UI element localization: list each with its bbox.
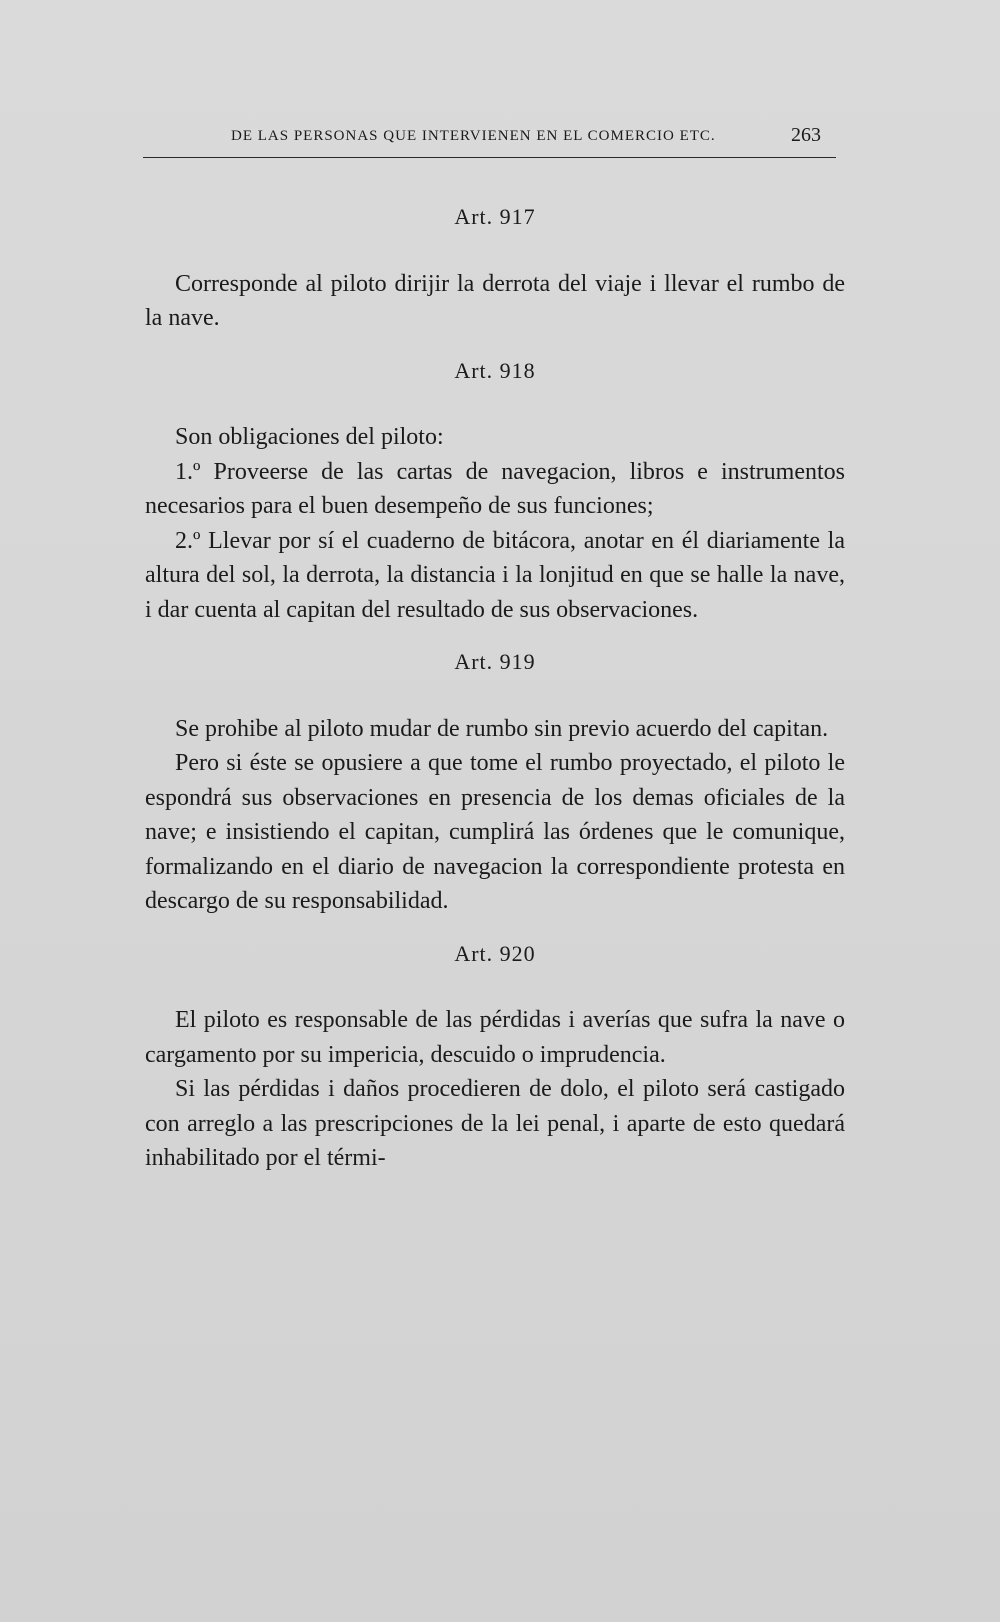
paragraph: Se prohibe al piloto mudar de rumbo sin previo acuerdo del capitan. bbox=[175, 715, 829, 742]
paragraph: Son obligaciones del piloto: bbox=[175, 424, 444, 450]
paragraph: Corresponde al piloto dirijir la derrota del viaje i llevar el rumbo de la nave. bbox=[145, 270, 845, 331]
paragraph: Pero si éste se opusiere a que tome el rumbo proyectado, el piloto le espondrá sus observaciones en presencia de los demas oficiales de la nave; e insistiendo el capitan, cumplirá las órdenes que le comunique, formalizando en el diario de navegacion la correspondiente protesta en descargo de su responsabilidad. bbox=[145, 750, 845, 914]
paragraph: El piloto es responsable de las pérdidas i averías que sufra la nave o cargamento por su impericia, descuido o imprudencia. bbox=[145, 1007, 845, 1068]
running-title: DE LAS PERSONAS QUE INTERVIENEN EN EL COMERCIO ETC. bbox=[231, 128, 716, 144]
page-body bbox=[145, 200, 845, 1176]
header-rule bbox=[143, 157, 836, 158]
article-heading: Art. 920 bbox=[454, 940, 536, 966]
article-heading: Art. 919 bbox=[454, 649, 536, 674]
article-heading: Art. 917 bbox=[454, 204, 536, 229]
page-number: 263 bbox=[791, 124, 821, 146]
article-heading: Art. 918 bbox=[454, 357, 536, 383]
paragraph: 1.º Proveerse de las cartas de navegacion, libros e instrumentos necesarios para el buen desempeño de sus funciones; bbox=[145, 458, 845, 519]
paragraph: Si las pérdidas i daños procedieren de dolo, el piloto será castigado con arreglo a las prescripciones de la lei penal, i aparte de esto quedará inhabilitado por el térmi- bbox=[145, 1076, 845, 1171]
paragraph: 2.º Llevar por sí el cuaderno de bitácora, anotar en él diariamente la altura del sol, la derrota, la distancia i la lonjitud en que se halle la nave, i dar cuenta al capitan del resultado de sus observaciones. bbox=[145, 527, 845, 623]
